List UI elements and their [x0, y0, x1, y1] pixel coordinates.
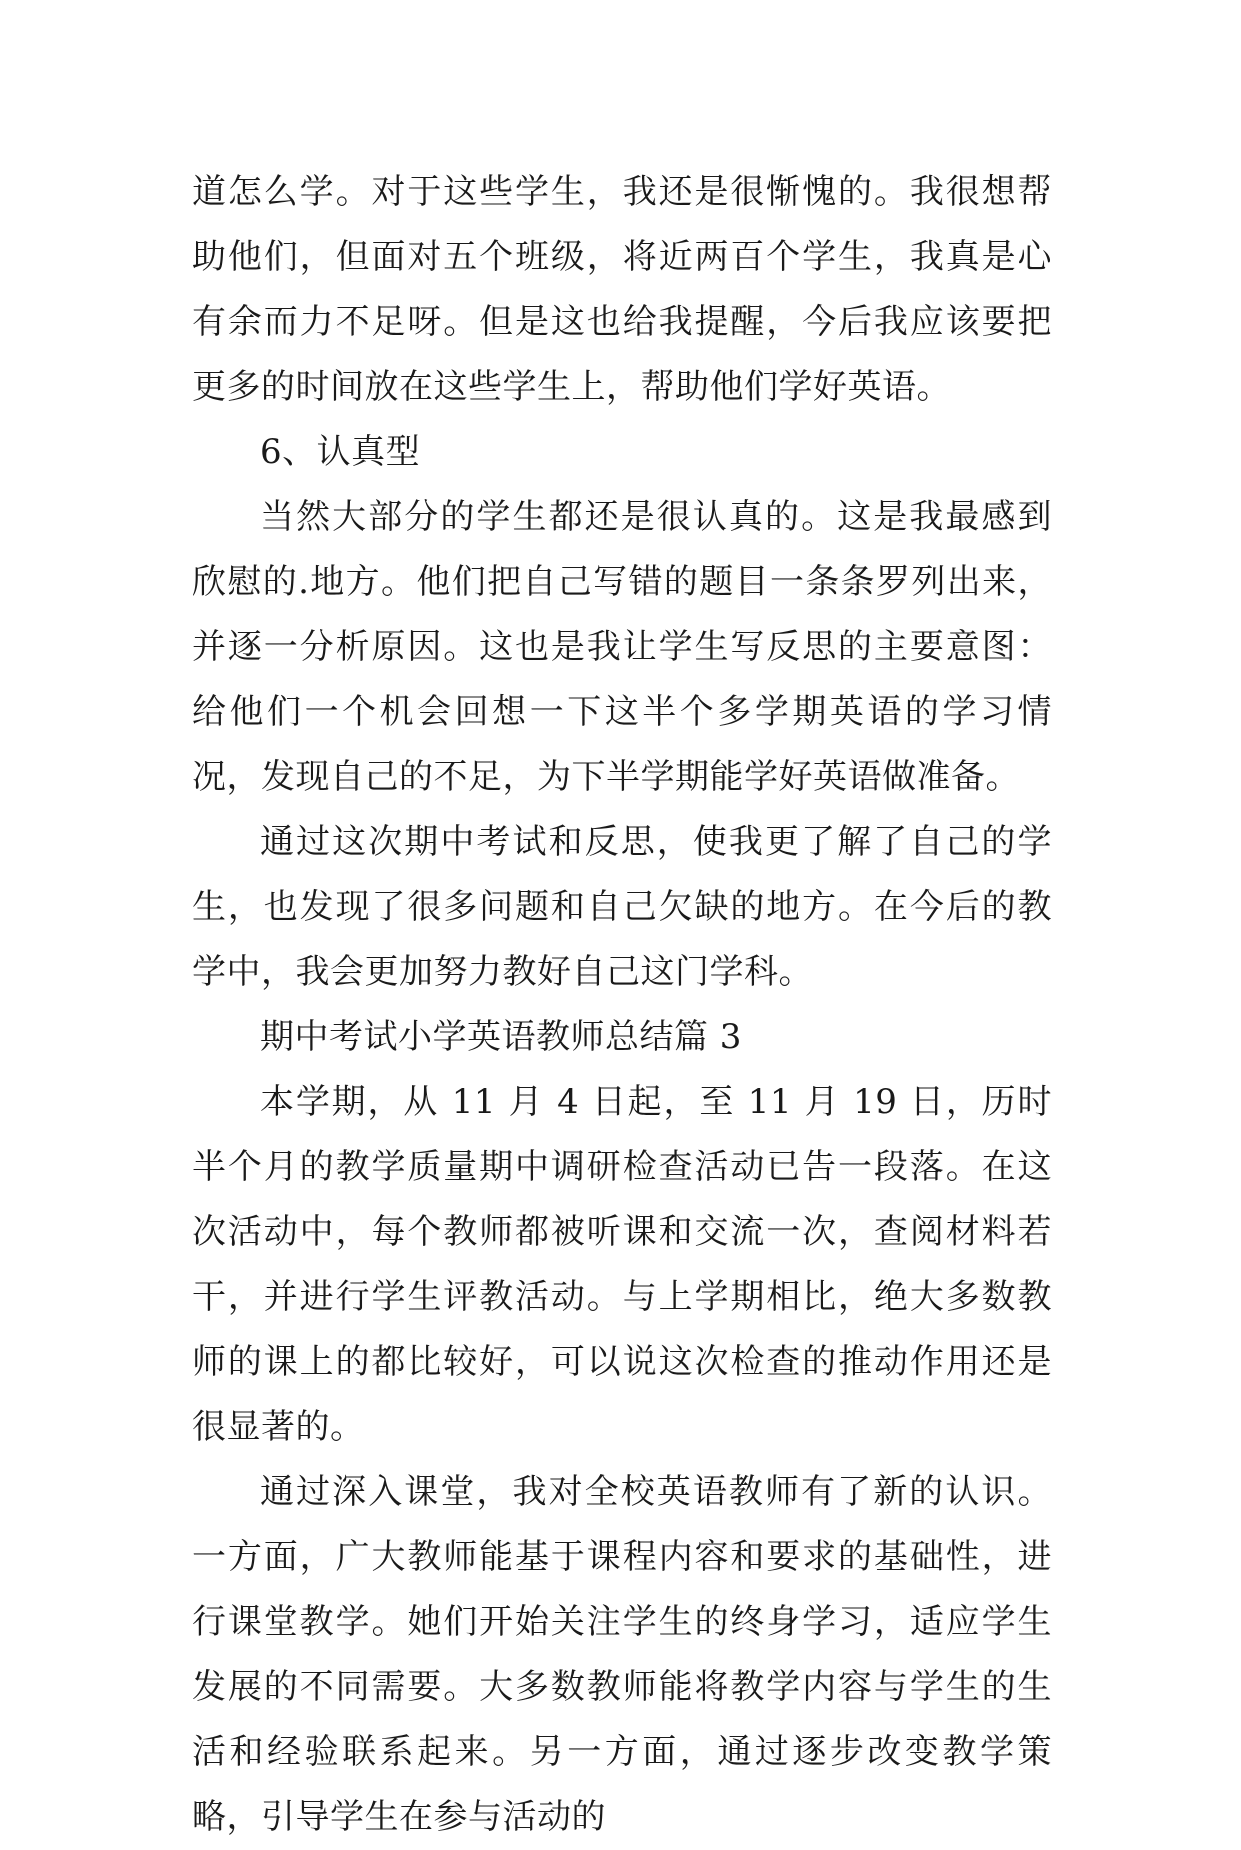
article-title-3: 期中考试小学英语教师总结篇 3 [260, 1017, 742, 1057]
paragraph-1: 道怎么学。对于这些学生，我还是很惭愧的。我很想帮助他们，但面对五个班级，将近两百个学生，我真是心有余而力不足呀。但是这也给我提醒，今后我应该要把更多的时间放在这些学生上，帮助他们学好英语。 [192, 172, 1052, 407]
paragraph-2: 当然大部分的学生都还是很认真的。这是我最感到欣慰的.地方。他们把自己写错的题目一条条罗列出来，并逐一分析原因。这也是我让学生写反思的主要意图：给他们一个机会回想一下这半个多学期英语的学习情况，发现自己的不足，为下半学期能学好英语做准备。 [192, 497, 1052, 797]
section-heading-6: 6、认真型 [260, 432, 421, 472]
paragraph-4: 本学期，从 11 月 4 日起，至 11 月 19 日，历时半个月的教学质量期中调研检查活动已告一段落。在这次活动中，每个教师都被听课和交流一次，查阅材料若干，并进行学生评教活动。与上学期相比，绝大多数教师的课上的都比较好，可以说这次检查的推动作用还是很显著的。 [192, 1082, 1052, 1447]
paragraph-5: 通过深入课堂，我对全校英语教师有了新的认识。一方面，广大教师能基于课程内容和要求的基础性，进行课堂教学。她们开始关注学生的终身学习，适应学生发展的不同需要。大多数教师能将教学内容与学生的生活和经验联系起来。另一方面，通过逐步改变教学策略，引导学生在参与活动的 [192, 1472, 1052, 1837]
paragraph-3: 通过这次期中考试和反思，使我更了解了自己的学生，也发现了很多问题和自己欠缺的地方。在今后的教学中，我会更加努力教好自己这门学科。 [192, 822, 1052, 992]
document-body [192, 160, 1052, 1850]
